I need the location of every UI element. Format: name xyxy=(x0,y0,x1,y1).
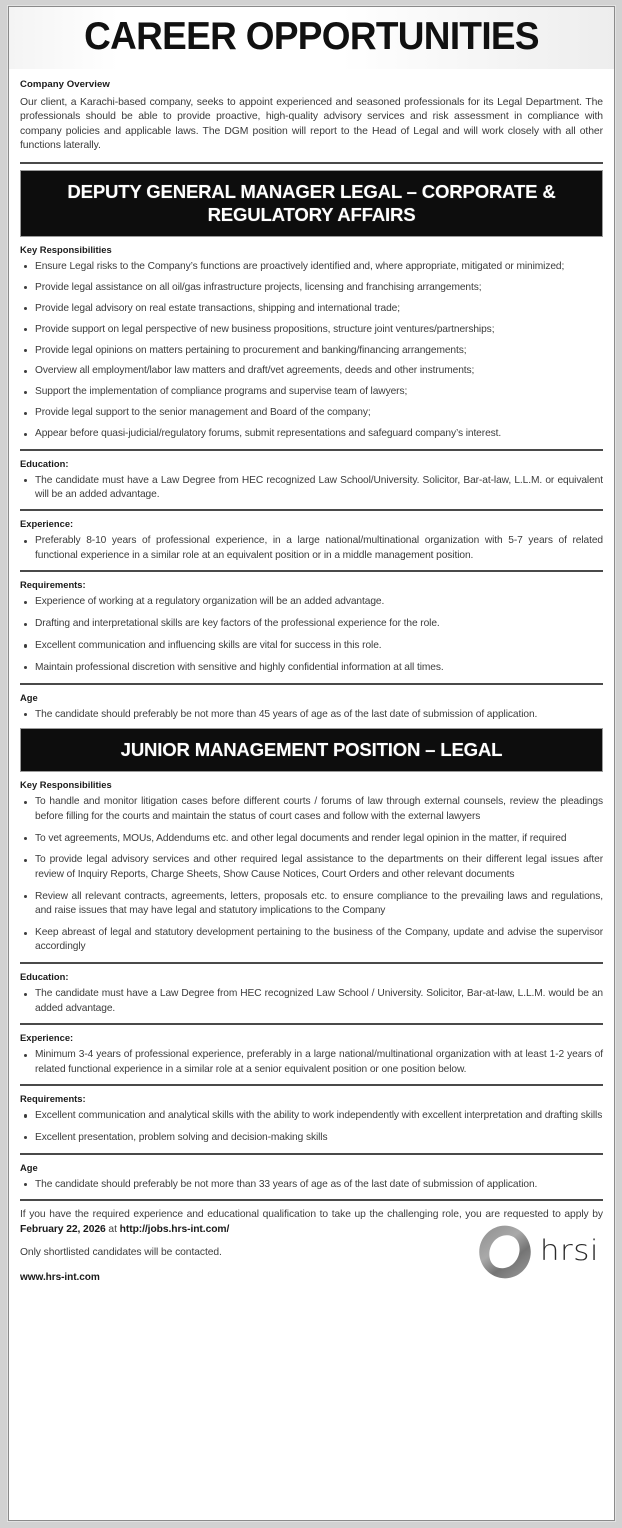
list-item: Excellent presentation, problem solving and decision-making skills xyxy=(20,1131,603,1145)
age-heading: Age xyxy=(20,691,38,703)
responsibilities-heading: Key Responsibilities xyxy=(20,779,112,791)
experience-heading: Experience: xyxy=(20,518,74,530)
divider xyxy=(20,683,603,685)
experience-list xyxy=(20,534,603,563)
list-item: To vet agreements, MOUs, Addendums etc. and other legal documents and render legal opinion in the matter, if required xyxy=(20,832,603,846)
apply-deadline-date: February 22, 2026 xyxy=(20,1223,106,1235)
responsibilities-heading: Key Responsibilities xyxy=(20,243,112,255)
education-heading: Education: xyxy=(20,457,69,469)
list-item: Preferably 8-10 years of professional experience, in a large national/multinational organization with 5-7 years of related functional experience in a similar role at an equivalent position or in a middle management position. xyxy=(20,534,603,563)
requirements-list xyxy=(20,1109,603,1145)
requirements-heading: Requirements: xyxy=(20,1092,86,1104)
age-heading: Age xyxy=(20,1161,38,1173)
list-item: Provide legal support to the senior management and Board of the company; xyxy=(20,406,603,420)
hrsi-ring-icon xyxy=(477,1224,533,1280)
list-item: Minimum 3-4 years of professional experience, preferably in a large national/multinational organization with at least 1-2 years of related functional experience in a similar role at a senior equivalent position or one position below. xyxy=(20,1048,603,1077)
responsibilities-list xyxy=(20,795,603,955)
list-item: The candidate should preferably be not more than 33 years of age as of the last date of submission of application. xyxy=(20,1178,603,1192)
requirements-list xyxy=(20,595,603,675)
apply-mid-text: at xyxy=(105,1223,120,1235)
page-title: CAREER OPPORTUNITIES xyxy=(84,15,539,58)
shortlist-note: Only shortlisted candidates will be contacted. xyxy=(20,1247,222,1259)
list-item: Review all relevant contracts, agreements, letters, proposals etc. to ensure compliance to the prevailing laws and regulations, and raise issues that may have legal and statutory implications to the Company xyxy=(20,890,603,919)
list-item: The candidate must have a Law Degree from HEC recognized Law School/University. Solicitor, Bar-at-law, L.L.M. or equivalent will be an added advantage. xyxy=(20,474,603,503)
job-title: JUNIOR MANAGEMENT POSITION – LEGAL xyxy=(120,739,503,761)
divider xyxy=(20,449,603,451)
advertisement-sheet xyxy=(8,6,615,1521)
hrsi-wordmark: hrsi xyxy=(539,1234,599,1268)
list-item: The candidate must have a Law Degree from HEC recognized Law School / University. Solicitor, Bar-at-law, L.L.M. would be an added advantage. xyxy=(20,987,603,1016)
experience-list xyxy=(20,1048,603,1077)
divider xyxy=(20,962,603,964)
company-website[interactable]: www.hrs-int.com xyxy=(20,1271,100,1283)
list-item: Excellent communication and influencing skills are vital for success in this role. xyxy=(20,639,603,653)
age-list xyxy=(20,708,603,722)
education-heading: Education: xyxy=(20,971,69,983)
age-list xyxy=(20,1178,603,1192)
list-item: Maintain professional discretion with sensitive and highly confidential information at all times. xyxy=(20,661,603,675)
experience-heading: Experience: xyxy=(20,1032,74,1044)
company-overview-text: Our client, a Karachi-based company, seeks to appoint experienced and seasoned professionals for its Legal Department. The professionals should be able to provide proactive, high-quality advisory services and risk assessment in compliance with company policies and applicable laws. The DGM position will report to the Head of Legal and will work closely with all other functions laterally. xyxy=(20,96,603,152)
footer xyxy=(20,1201,603,1285)
list-item: Provide legal opinions on matters pertaining to procurement and banking/financing arrangements; xyxy=(20,344,603,358)
requirements-heading: Requirements: xyxy=(20,579,86,591)
responsibilities-list xyxy=(20,260,603,442)
masthead xyxy=(9,7,614,70)
divider xyxy=(20,570,603,572)
education-list xyxy=(20,474,603,503)
list-item: Keep abreast of legal and statutory development pertaining to the business of the Company, update and advise the supervisor accordingly xyxy=(20,926,603,955)
list-item: Overview all employment/labor law matters and draft/vet agreements, deeds and other instruments; xyxy=(20,364,603,378)
company-overview-heading: Company Overview xyxy=(20,78,110,90)
list-item: Drafting and interpretational skills are key factors of the professional experience for the role. xyxy=(20,617,603,631)
list-item: To provide legal advisory services and other required legal assistance to the departments on their different legal issues after review of Inquiry Reports, Charge Sheets, Show Cause Notices, Court Orders and other relevant documents xyxy=(20,853,603,882)
apply-lead-text: If you have the required experience and educational qualification to take up the challenging role, you are requested to apply by xyxy=(20,1209,603,1221)
divider xyxy=(20,1153,603,1155)
divider xyxy=(20,162,603,164)
list-item: The candidate should preferably be not more than 45 years of age as of the last date of submission of application. xyxy=(20,708,603,722)
job-banner-dgm-legal xyxy=(20,170,603,237)
divider xyxy=(20,1084,603,1086)
apply-url-link[interactable]: http://jobs.hrs-int.com/ xyxy=(119,1223,230,1235)
list-item: Provide legal advisory on real estate transactions, shipping and international trade; xyxy=(20,302,603,316)
advertisement-content xyxy=(9,79,614,1286)
divider xyxy=(20,509,603,511)
list-item: Provide support on legal perspective of new business propositions, structure joint ventures/partnerships; xyxy=(20,323,603,337)
education-list xyxy=(20,987,603,1016)
job-banner-junior-legal xyxy=(20,728,603,772)
list-item: Experience of working at a regulatory organization will be an added advantage. xyxy=(20,595,603,609)
list-item: Support the implementation of compliance programs and supervise team of lawyers; xyxy=(20,385,603,399)
list-item: Excellent communication and analytical skills with the ability to work independently with excellent interpretation and drafting skills xyxy=(20,1109,603,1123)
list-item: To handle and monitor litigation cases before different courts / forums of law through external counsels, review the pleadings before filling for the courts and maintain the status of court cases and follow with the external lawyers xyxy=(20,795,603,824)
list-item: Provide legal assistance on all oil/gas infrastructure projects, licensing and franchising arrangements; xyxy=(20,281,603,295)
hrsi-logo xyxy=(477,1224,599,1280)
list-item: Ensure Legal risks to the Company’s functions are proactively identified and, where appropriate, mitigated or minimized; xyxy=(20,260,603,274)
divider xyxy=(20,1023,603,1025)
list-item: Appear before quasi-judicial/regulatory forums, submit representations and safeguard company’s interest. xyxy=(20,427,603,441)
job-title: DEPUTY GENERAL MANAGER LEGAL – CORPORATE & REGULATORY AFFAIRS xyxy=(67,180,556,225)
